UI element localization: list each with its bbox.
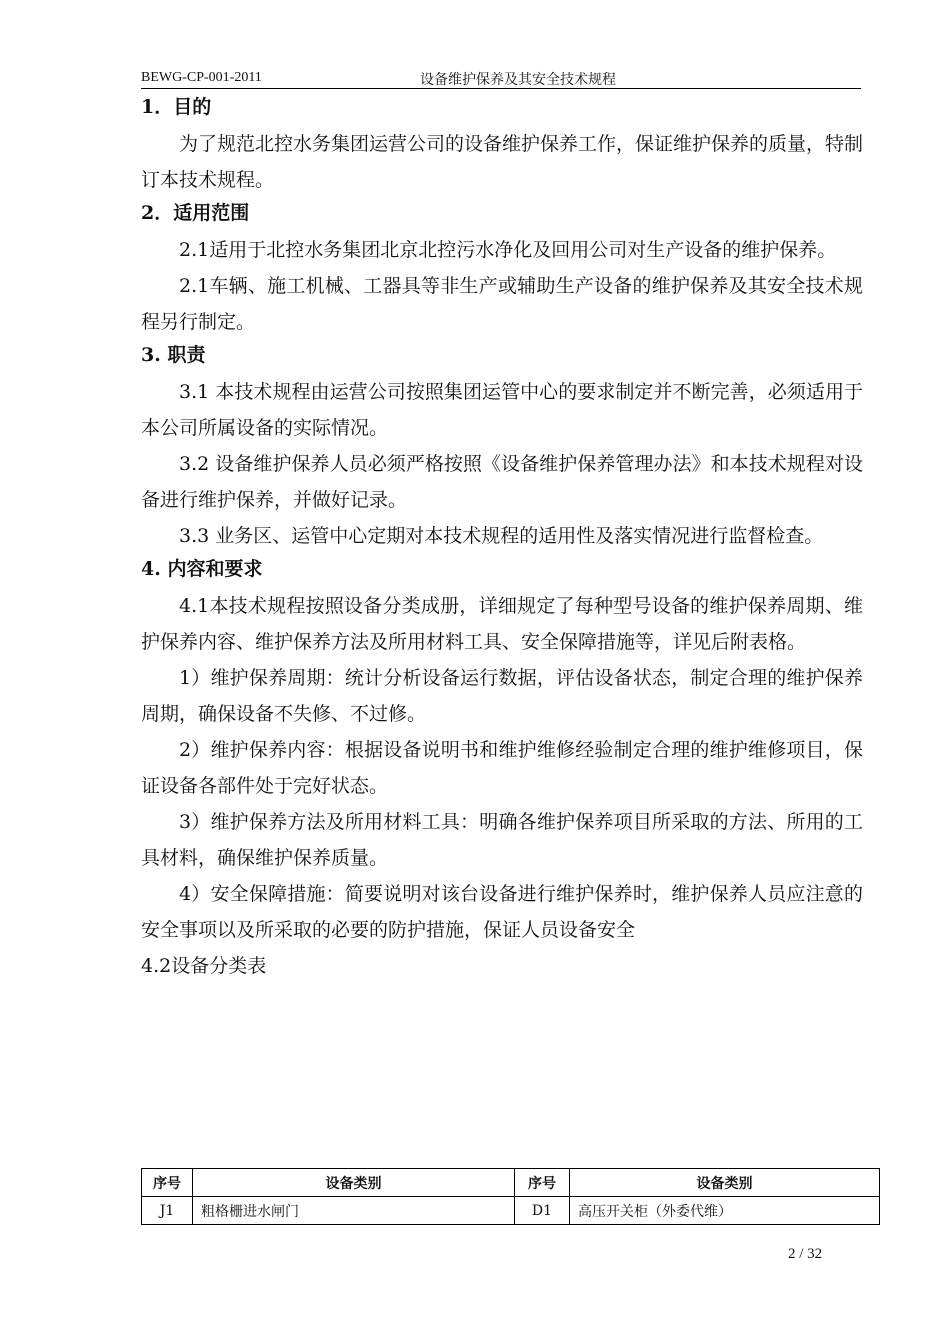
paragraph: 2.1适用于北控水务集团北京北控污水净化及回用公司对生产设备的维护保养。 xyxy=(179,239,837,261)
paragraph: 3.3 业务区、运管中心定期对本技术规程的适用性及落实情况进行监督检查。 xyxy=(179,525,824,547)
section-heading: 1．目的 xyxy=(141,96,212,118)
document-body xyxy=(141,92,863,984)
column-header: 设备类别 xyxy=(570,1169,880,1197)
section-heading: 2．适用范围 xyxy=(141,202,250,224)
table-row xyxy=(142,1197,880,1225)
paragraph: 3）维护保养方法及所用材料工具：明确各维护保养项目所采取的方法、所用的工具材料，确保维护保养质量。 xyxy=(141,811,863,869)
column-header: 序号 xyxy=(515,1169,570,1197)
paragraph: 4.1本技术规程按照设备分类成册，详细规定了每种型号设备的维护保养周期、维护保养内容、维护保养方法及所用材料工具、安全保障措施等，详见后附表格。 xyxy=(141,595,863,653)
paragraph: 2）维护保养内容：根据设备说明书和维护维修经验制定合理的维护维修项目，保证设备各部件处于完好状态。 xyxy=(141,739,863,797)
paragraph: 为了规范北控水务集团运营公司的设备维护保养工作，保证维护保养的质量，特制订本技术规程。 xyxy=(141,133,864,191)
table-cell: 粗格栅进水闸门 xyxy=(193,1197,515,1225)
section-heading: 3. 职责 xyxy=(141,344,206,366)
table-cell: J1 xyxy=(142,1197,193,1225)
document-code: BEWG-CP-001-2011 xyxy=(141,70,262,85)
table-header-row xyxy=(142,1169,880,1197)
table-cell: D1 xyxy=(515,1197,570,1225)
paragraph: 2.1车辆、施工机械、工器具等非生产或辅助生产设备的维护保养及其安全技术规程另行制定。 xyxy=(141,275,863,333)
section-heading: 4. 内容和要求 xyxy=(141,558,263,580)
table-cell: 高压开关柜（外委代维） xyxy=(570,1197,880,1225)
column-header: 序号 xyxy=(142,1169,193,1197)
document-title: 设备维护保养及其安全技术规程 xyxy=(420,72,616,88)
table-caption: 4.2设备分类表 xyxy=(141,955,267,977)
page-header xyxy=(141,68,861,89)
paragraph: 4）安全保障措施：简要说明对该台设备进行维护保养时，维护保养人员应注意的安全事项以及所采取的必要的防护措施，保证人员设备安全 xyxy=(141,883,863,941)
paragraph: 3.2 设备维护保养人员必须严格按照《设备维护保养管理办法》和本技术规程对设备进行维护保养，并做好记录。 xyxy=(141,453,863,511)
equipment-classification-table xyxy=(141,1168,880,1225)
paragraph: 1）维护保养周期：统计分析设备运行数据，评估设备状态，制定合理的维护保养周期，确保设备不失修、不过修。 xyxy=(141,667,863,725)
column-header: 设备类别 xyxy=(193,1169,515,1197)
page-number: 2 / 32 xyxy=(788,1246,823,1262)
paragraph: 3.1 本技术规程由运营公司按照集团运管中心的要求制定并不断完善，必须适用于本公司所属设备的实际情况。 xyxy=(141,381,863,439)
